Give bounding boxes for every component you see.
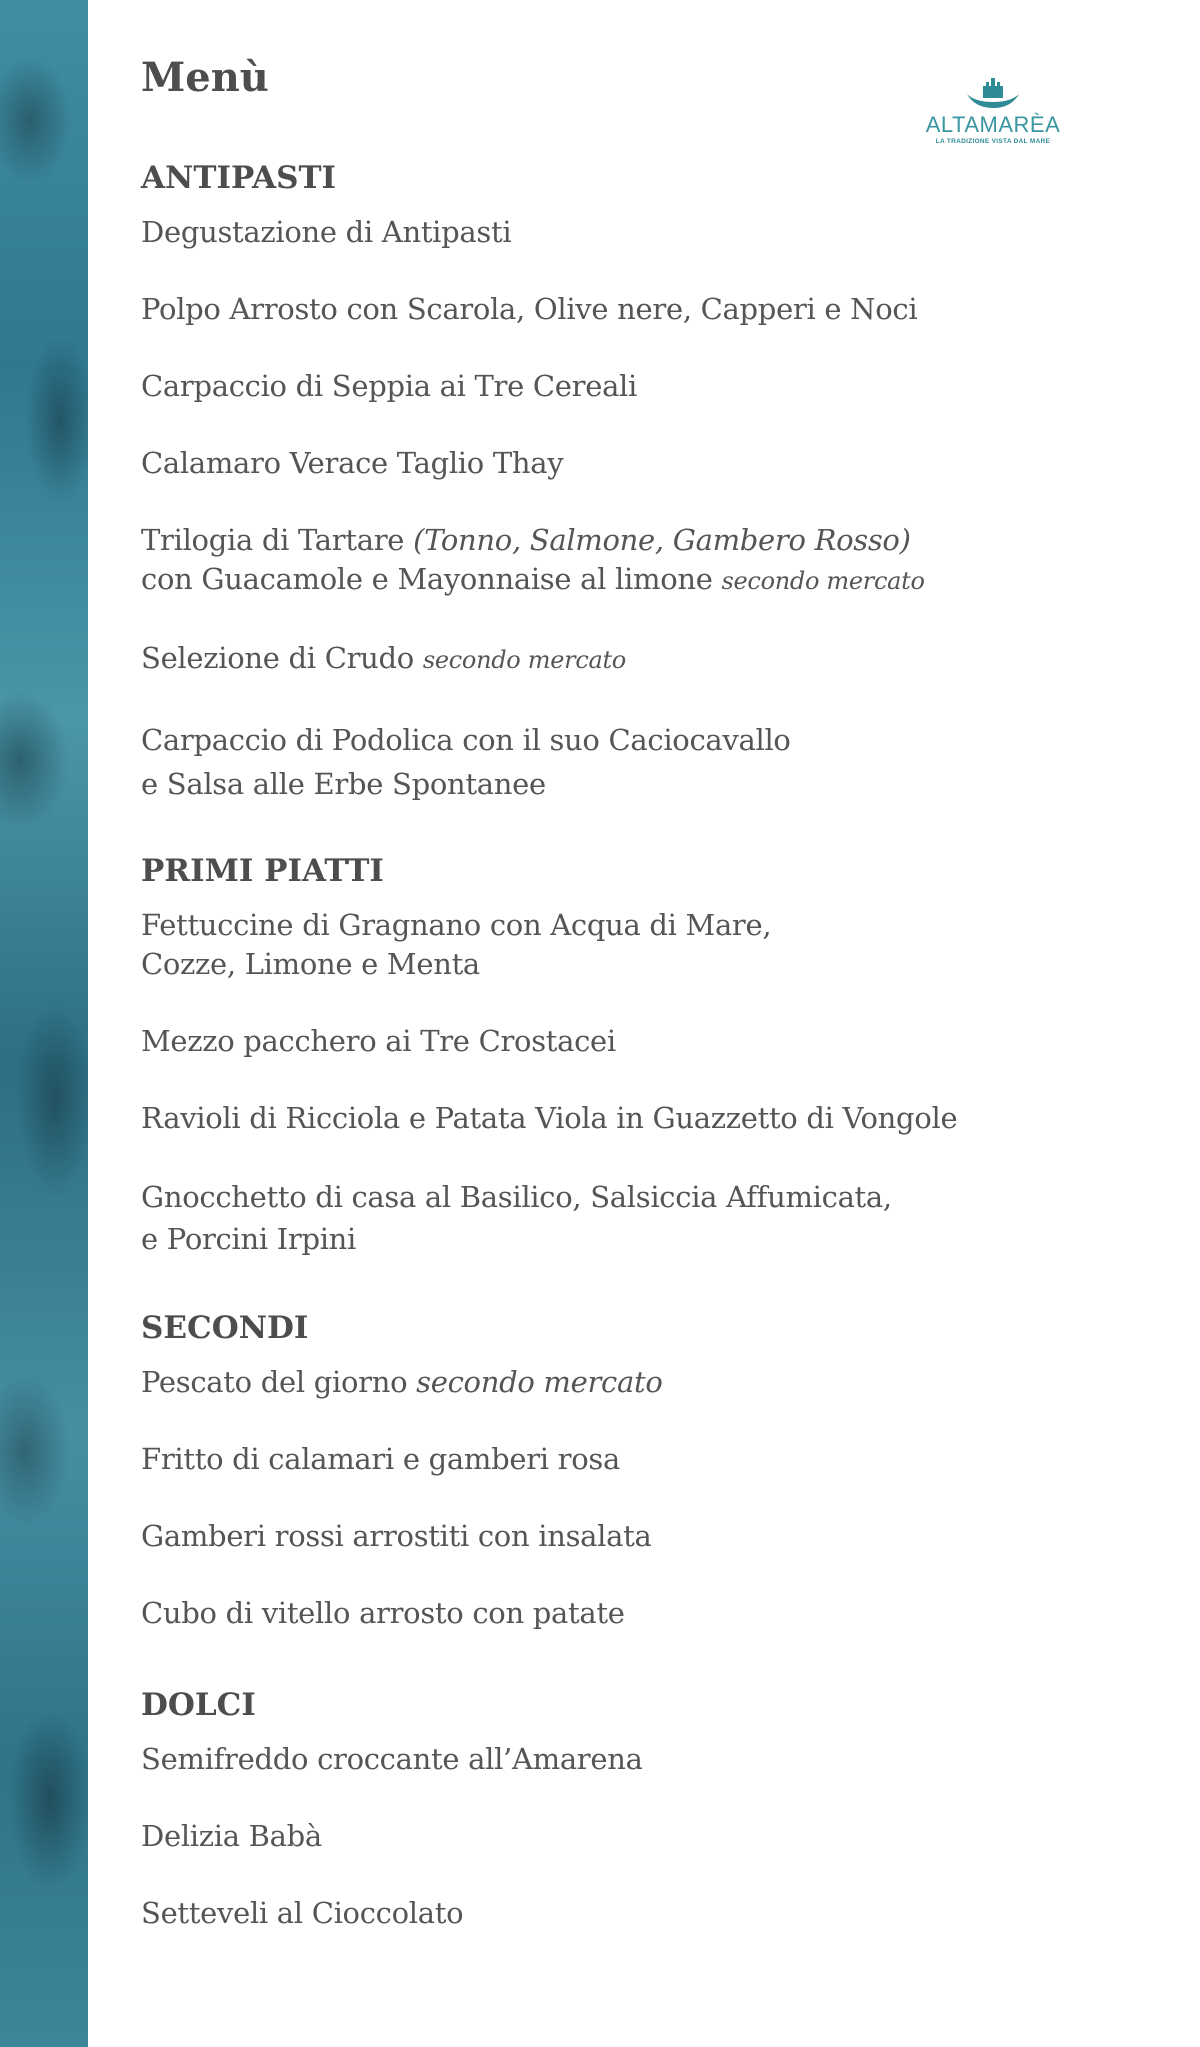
menu-item: Gamberi rossi arrostiti con insalata [141,1519,652,1553]
decorative-sea-strip [0,0,88,2047]
menu-item: Pescato del giorno secondo mercato [141,1365,663,1399]
price-note: secondo mercato [422,646,626,674]
price-note: secondo mercato [416,1365,663,1399]
section-secondi [141,1310,1141,1671]
menu-item: Trilogia di Tartare (Tonno, Salmone, Gambero Rosso) con Guacamole e Mayonnaise al limone secondo mercato [141,523,925,596]
section-dolci [141,1687,1141,1971]
section-primi-piatti [141,853,1141,1298]
menu-item: Semifreddo croccante all’Amarena [141,1742,643,1776]
section-heading: DOLCI [141,1687,256,1723]
menu-item: Degustazione di Antipasti [141,215,512,249]
menu-item: Calamaro Verace Taglio Thay [141,446,564,480]
section-heading: PRIMI PIATTI [141,853,384,889]
menu-item: Mezzo pacchero ai Tre Crostacei [141,1024,616,1058]
section-antipasti [141,160,1141,844]
logo-name: ALTAMARÈA [925,112,1061,137]
price-note: secondo mercato [721,567,925,595]
menu-item: Setteveli al Cioccolato [141,1896,464,1930]
menu-item: Carpaccio di Seppia ai Tre Cereali [141,369,638,403]
logo-tagline: LA TRADIZIONE VISTA DAL MARE [935,138,1051,145]
menu-item: Fettuccine di Gragnano con Acqua di Mare, Cozze, Limone e Menta [141,908,772,981]
menu-item: Delizia Babà [141,1819,322,1853]
menu-item: Gnocchetto di casa al Basilico, Salsiccia Affumicata, e Porcini Irpini [141,1180,892,1256]
page-title: Menù [141,54,269,101]
menu-item: Cubo di vitello arrosto con patate [141,1596,625,1630]
menu-item: Selezione di Crudo secondo mercato [141,641,626,675]
menu-item: Ravioli di Ricciola e Patata Viola in Guazzetto di Vongole [141,1101,958,1135]
section-heading: ANTIPASTI [141,160,337,196]
menu-item: Carpaccio di Podolica con il suo Caciocavallo e Salsa alle Erbe Spontanee [141,723,791,801]
section-heading: SECONDI [141,1310,309,1346]
logo [918,72,1068,146]
menu-item: Polpo Arrosto con Scarola, Olive nere, Capperi e Noci [141,292,918,326]
castle-wave-icon [963,72,1023,112]
item-detail: (Tonno, Salmone, Gambero Rosso) [413,523,911,557]
menu-item: Fritto di calamari e gamberi rosa [141,1442,620,1476]
